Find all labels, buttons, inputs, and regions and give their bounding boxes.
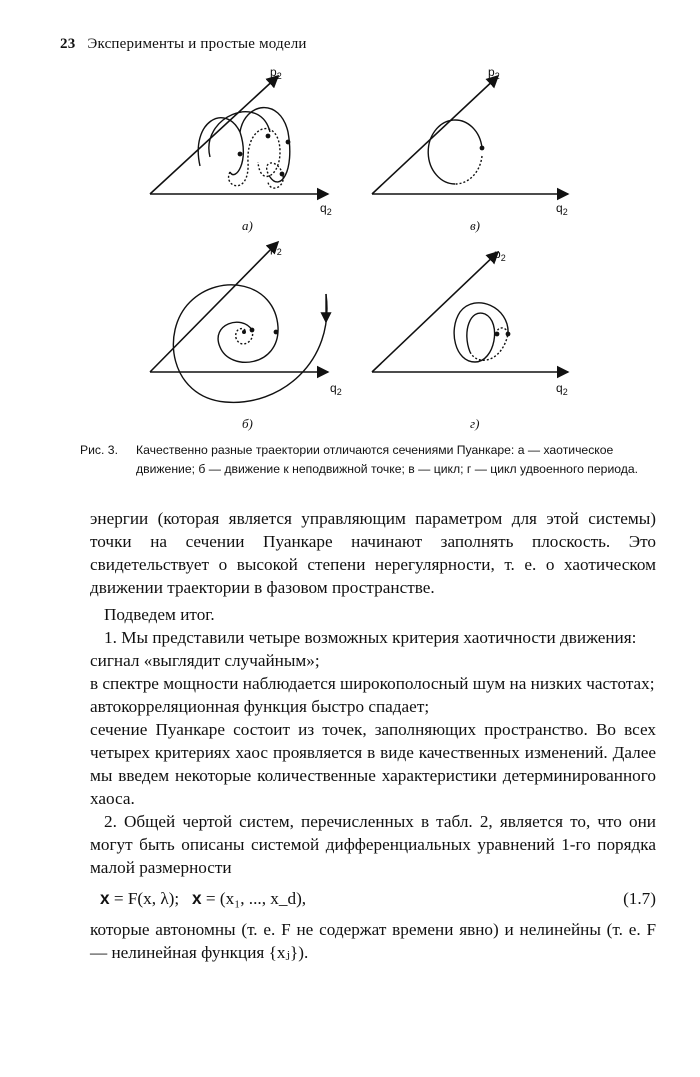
panel-a-section-point xyxy=(286,140,291,145)
poincare-figure xyxy=(130,62,590,442)
panel-g-p2-axis xyxy=(372,252,498,372)
panel-a-loop-2 xyxy=(229,129,280,186)
paragraph: сигнал «выглядит случайным»; xyxy=(90,651,320,670)
paragraph: энергии (которая является управляющим параметром для этой системы) точки на сечении Пуанкаре начинают заполнять плоскость. Это свидетельствует о высокой степени нерегулярности, т. е. о хаотическом движении траектории в фазовом пространстве. xyxy=(90,509,656,597)
panel-g-section-point xyxy=(495,332,500,337)
eq-rhs1: = F(x, λ); xyxy=(113,889,180,908)
paragraph: 1. Мы представили четыре возможных критерия хаотичности движения: xyxy=(104,628,637,647)
panel-g-label: г) xyxy=(470,416,480,431)
equation-number: (1.7) xyxy=(623,889,656,908)
paragraph: в спектре мощности наблюдается широкополосный шум на низких частотах; xyxy=(90,674,655,693)
panel-g-q2-label: $q_2$ xyxy=(556,381,568,397)
panel-b-fixed-point xyxy=(150,241,342,431)
panel-b-p2-label: $p_2$ xyxy=(270,241,282,257)
eq-rhs2: = (x₁, ..., x_d), xyxy=(205,889,307,908)
panel-g-section-point xyxy=(506,332,511,337)
caption-text: Качественно разные траектории отличаются сечениями Пуанкаре: а — хаотическое движение; б — движение к неподвижной точке; в — цикл; г — цикл удвоенного периода. xyxy=(136,443,639,476)
poincare-figure-svg xyxy=(130,62,590,442)
panel-a-label: а) xyxy=(242,218,253,233)
page-number: 23 xyxy=(60,36,76,52)
panel-a-loop-1 xyxy=(198,118,243,175)
panel-v-q2-label: $q_2$ xyxy=(556,201,568,217)
paragraph: сечение Пуанкаре состоит из точек, заполняющих пространство. Во всех четырех критериях хаос проявляется в виде качественных изменений. Далее мы введем некоторые количественные характеристики детерминированного хаоса. xyxy=(90,720,656,808)
running-title: Эксперименты и простые модели xyxy=(87,36,307,52)
running-header xyxy=(60,36,307,53)
panel-b-section-point xyxy=(250,328,255,333)
eq-lhs1: x xyxy=(100,888,110,908)
panel-v-p2-axis xyxy=(372,76,498,194)
panel-a-p2-label: $p_2$ xyxy=(270,65,282,81)
eq-lhs2: x xyxy=(192,888,202,908)
panel-b-section-point xyxy=(242,330,246,334)
panel-a-chaotic xyxy=(150,65,332,233)
equation-body xyxy=(90,887,306,910)
panel-b-p2-axis xyxy=(150,242,278,372)
equation-1-7 xyxy=(90,887,656,910)
panel-a-section-point xyxy=(238,152,243,157)
panel-v-label: в) xyxy=(470,218,480,233)
panel-a-q2-label: $q_2$ xyxy=(320,201,332,217)
panel-a-loop-3 xyxy=(240,108,290,182)
panel-v-section-point xyxy=(480,146,485,151)
panel-v-cycle-lower xyxy=(455,156,482,184)
panel-b-label: б) xyxy=(242,416,253,431)
panel-v-p2-label: $p_2$ xyxy=(488,65,500,81)
panel-g-outer-loop xyxy=(454,303,508,362)
panel-b-spiral xyxy=(173,285,327,403)
panel-v-cycle xyxy=(372,65,568,233)
panel-g-p2-label: $p_2$ xyxy=(494,247,506,263)
paragraph: Подведем итог. xyxy=(104,605,215,624)
panel-a-section-point xyxy=(266,134,271,139)
paragraph: 2. Общей чертой систем, перечисленных в табл. 2, является то, что они могут быть описаны системой дифференциальных уравнений 1-го порядка малой размерности xyxy=(90,812,656,877)
paragraph: которые автономны (т. е. F не содержат времени явно) и нелинейны (т. е. F — нелинейная функция {xⱼ}). xyxy=(90,920,656,962)
panel-a-p2-axis xyxy=(150,76,278,194)
panel-b-q2-label: $q_2$ xyxy=(330,381,342,397)
panel-a-section-point xyxy=(280,172,285,177)
caption-label: Рис. 3. xyxy=(80,443,118,457)
panel-g-inner-loop xyxy=(470,328,508,360)
panel-g-doubled-cycle xyxy=(372,247,568,431)
paragraph: автокорреляционная функция быстро спадает; xyxy=(90,697,430,716)
panel-b-section-point xyxy=(274,330,279,335)
figure-caption xyxy=(80,441,658,479)
body-text xyxy=(90,507,656,964)
